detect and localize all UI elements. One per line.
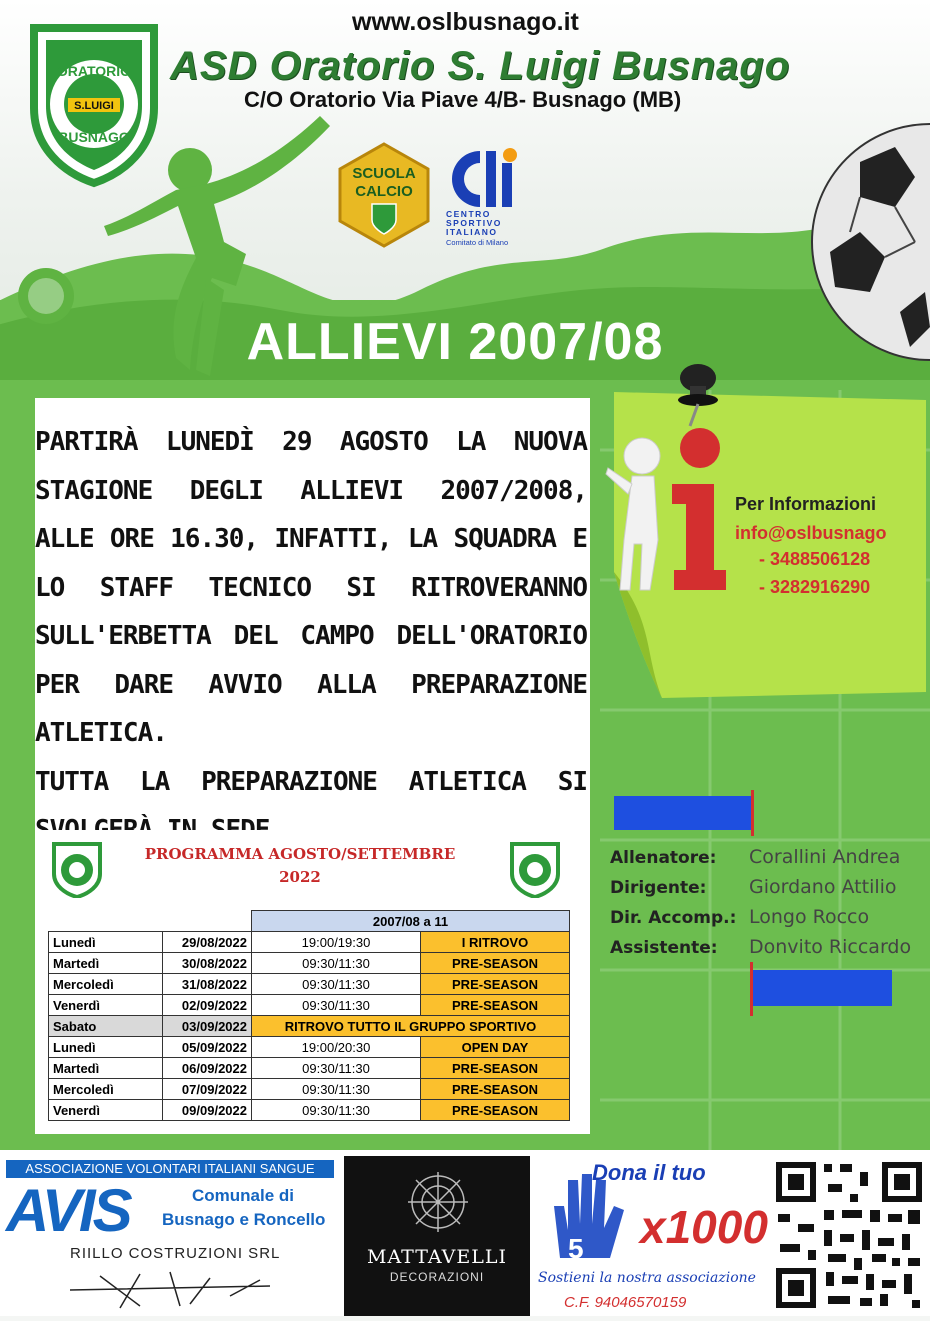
table-row xyxy=(49,953,570,974)
avis-location-1: Comunale di xyxy=(192,1186,295,1205)
schedule-group-header: 2007/08 a 11 xyxy=(252,911,570,932)
cell-note: PRE-SEASON xyxy=(421,995,570,1016)
badge-text-scuola: SCUOLA xyxy=(352,165,416,182)
cell-date: 07/09/2022 xyxy=(163,1079,252,1100)
staff-name-manager: Giordano Attilio xyxy=(749,876,897,898)
info-phone-2[interactable]: - 3282916290 xyxy=(759,577,871,597)
cell-date: 02/09/2022 xyxy=(163,995,252,1016)
staff-role-accompanying: Dir. Accomp.: xyxy=(610,908,737,928)
schedule-logo-right xyxy=(506,840,564,898)
cell-time: 19:00/20:30 xyxy=(252,1037,421,1058)
table-row xyxy=(49,1016,570,1037)
staff-name-assistant: Donvito Riccardo xyxy=(749,936,912,958)
schedule-table xyxy=(48,910,570,1121)
cell-day: Martedì xyxy=(49,1058,163,1079)
qr-code[interactable] xyxy=(768,1154,930,1316)
cell-date: 03/09/2022 xyxy=(163,1016,252,1037)
website-url[interactable]: www.oslbusnago.it xyxy=(352,8,579,36)
table-row xyxy=(49,1037,570,1058)
cell-note: PRE-SEASON xyxy=(421,974,570,995)
info-heading: Per Informazioni xyxy=(735,494,877,514)
qr-code-image xyxy=(768,1154,930,1316)
cell-date: 31/08/2022 xyxy=(163,974,252,995)
csi-text-italiano: ITALIANO xyxy=(446,227,498,237)
cell-date: 29/08/2022 xyxy=(163,932,252,953)
notice-text xyxy=(35,418,587,855)
csi-logo xyxy=(440,145,530,249)
schedule-title-line2: 2022 xyxy=(279,868,321,886)
schedule-title xyxy=(105,843,495,889)
dona-fiscal-code: C.F. 94046570159 xyxy=(564,1294,687,1311)
cell-day: Mercoledì xyxy=(49,974,163,995)
staff-decor-line-bottom xyxy=(750,962,753,1016)
cell-note: PRE-SEASON xyxy=(421,1079,570,1100)
cell-time: 09:30/11:30 xyxy=(252,974,421,995)
mattavelli-subtitle: DECORAZIONI xyxy=(389,1270,485,1284)
avis-logo: AVIS xyxy=(6,1177,130,1244)
logo-text-oratorio: ORATORIO xyxy=(56,63,132,79)
csi-text-comitato: Comitato di Milano xyxy=(446,238,509,247)
info-email[interactable]: info@oslbusnago xyxy=(735,523,887,543)
dona-five: 5 xyxy=(568,1233,584,1264)
info-phone-1[interactable]: - 3488506128 xyxy=(759,549,871,569)
cell-day: Venerdì xyxy=(49,1100,163,1121)
staff-role-assistant: Assistente: xyxy=(610,938,718,958)
schedule-header-row xyxy=(49,911,570,932)
schedule-logo-left xyxy=(48,840,106,898)
schedule-title-line1: PROGRAMMA AGOSTO/SETTEMBRE xyxy=(144,845,456,863)
logo-text-busnago: BUSNAGO xyxy=(58,129,130,145)
staff-decor-bar-top xyxy=(614,796,752,830)
cell-date: 05/09/2022 xyxy=(163,1037,252,1058)
page-title: ALLIEVI 2007/08 xyxy=(246,313,664,371)
mattavelli-name: MATTAVELLI xyxy=(367,1246,507,1268)
riillo-logo-sketch xyxy=(60,1266,280,1312)
notice-paragraph-2: TUTTA LA PREPARAZIONE ATLETICA SI xyxy=(35,766,587,797)
empty-cell xyxy=(163,911,252,932)
empty-cell xyxy=(49,911,163,932)
mattavelli-emblem-icon xyxy=(402,1166,474,1238)
cell-day: Sabato xyxy=(49,1016,163,1037)
notice-paragraph-1: PARTIRÀ LUNEDÌ 29 AGOSTO LA NUOVA STAGIONE DEGLI ALLIEVI 2007/2008, ALLE ORE 16.30, INFATTI, LA SQUADRA E LO STAFF TECNICO SI RITROVERANNO SULL'ERBETTA DEL CAMPO DELL'ORATORIO PER DARE AVVIO ALLA PREPARAZIONE ATLETICA. xyxy=(35,427,587,748)
staff-decor-bar-bottom xyxy=(752,970,892,1006)
cell-date: 06/09/2022 xyxy=(163,1058,252,1079)
cell-time: 19:00/19:30 xyxy=(252,932,421,953)
cell-day: Lunedì xyxy=(49,1037,163,1058)
cell-note: OPEN DAY xyxy=(421,1037,570,1058)
cell-day: Lunedì xyxy=(49,932,163,953)
club-address: C/O Oratorio Via Piave 4/B- Busnago (MB) xyxy=(244,87,682,112)
cell-time: 09:30/11:30 xyxy=(252,1058,421,1079)
table-row xyxy=(49,1058,570,1079)
cell-note: PRE-SEASON xyxy=(421,1058,570,1079)
staff-name-accompanying: Longo Rocco xyxy=(749,906,870,928)
cell-day: Martedì xyxy=(49,953,163,974)
table-row xyxy=(49,932,570,953)
cell-note: PRE-SEASON xyxy=(421,1100,570,1121)
cell-note: RITROVO TUTTO IL GRUPPO SPORTIVO xyxy=(252,1016,570,1037)
cell-day: Venerdì xyxy=(49,995,163,1016)
avis-header: ASSOCIAZIONE VOLONTARI ITALIANI SANGUE xyxy=(6,1160,334,1178)
logo-text-sluigi: S.LUIGI xyxy=(74,100,114,112)
badge-text-calcio: CALCIO xyxy=(355,183,413,200)
table-row xyxy=(49,1100,570,1121)
club-name: ASD Oratorio S. Luigi Busnago xyxy=(170,44,791,88)
csi-text-sportivo: SPORTIVO xyxy=(446,218,502,228)
cell-time: 09:30/11:30 xyxy=(252,1100,421,1121)
staff-role-manager: Dirigente: xyxy=(610,878,707,898)
csi-text-centro: CENTRO xyxy=(446,209,491,219)
cell-date: 30/08/2022 xyxy=(163,953,252,974)
staff-decor-line-top xyxy=(751,790,754,836)
cell-day: Mercoledì xyxy=(49,1079,163,1100)
scuola-calcio-badge xyxy=(336,142,432,248)
dona-support-text: Sostieni la nostra associazione xyxy=(538,1270,756,1286)
cell-time: 09:30/11:30 xyxy=(252,953,421,974)
info-figure-icon xyxy=(602,420,732,600)
dona-x1000: x1000 xyxy=(640,1201,768,1253)
avis-location-2: Busnago e Roncello xyxy=(162,1210,326,1229)
staff-name-coach: Corallini Andrea xyxy=(749,846,901,868)
cell-time: 09:30/11:30 xyxy=(252,995,421,1016)
staff-role-coach: Allenatore: xyxy=(610,848,717,868)
table-row xyxy=(49,1079,570,1100)
cell-note: PRE-SEASON xyxy=(421,953,570,974)
cell-note: I RITROVO xyxy=(421,932,570,953)
table-row xyxy=(49,974,570,995)
cell-date: 09/09/2022 xyxy=(163,1100,252,1121)
riillo-sponsor: RIILLO COSTRUZIONI SRL xyxy=(70,1245,281,1262)
dona-title: Dona il tuo xyxy=(592,1160,706,1185)
table-row xyxy=(49,995,570,1016)
cell-time: 09:30/11:30 xyxy=(252,1079,421,1100)
